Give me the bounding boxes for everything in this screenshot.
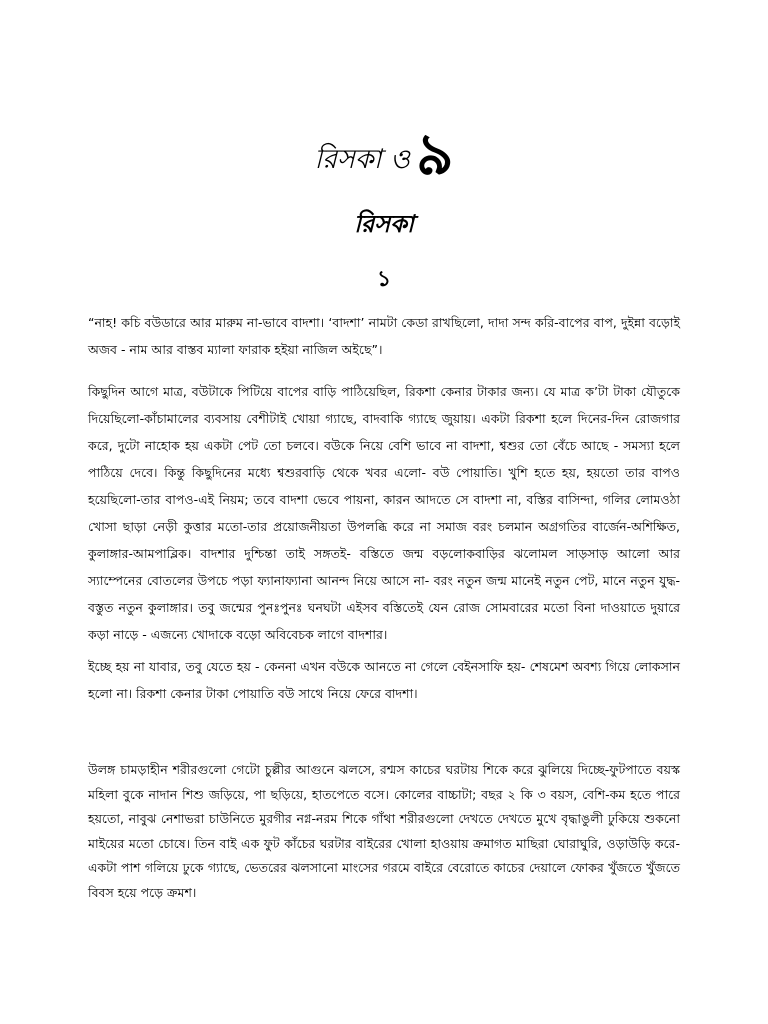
chapter-number: ১ xyxy=(376,267,392,292)
paragraph-2: কিছুদিন আগে মাত্র, বউটাকে পিটিয়ে বাপের বাড়ি পাঠিয়েছিল, রিকশা কেনার টাকার জন্য। যে মাত্র ক’টা টাকা যৌতুকে দিয়েছিলো-কাঁচামালের ব্যবসায় বেশীটাই খোয়া গ্যাছে, বাদবাকি গ্যাছে জুয়ায়। একটা রিকশা হলে দিনের-দিন রোজগার করে, দুটো নাহোক হয় একটা পেট তো চলবে। বউকে নিয়ে বেশি ভাবে না বাদশা, শ্বশুর তো বেঁচে আছে - সমস্যা হলে পাঠিয়ে দেবে। কিন্তু কিছুদিনের মধ্যে শ্বশুরবাড়ি থেকে খবর এলো- বউ পোয়াতি। খুশি হতে হয়, হয়তো তার বাপও হয়েছিলো-তার বাপও-এই নিয়ম; তবে বাদশা ভেবে পায়না, কারন আদতে সে বাদশা না, বস্তির বাসিন্দা, গলির লোমওঠা খোসা ছাড়া নেড়ী কুত্তার মতো-তার প্রয়োজনীয়তা উপলব্ধি করে না সমাজ বরং চলমান অগ্রগতির বার্জেন-অশিক্ষিত, কুলাঙ্গার-আমপাব্লিক। বাদশার দুশ্চিন্তা তাই সঙ্গতই- বস্তিতে জন্ম বড়লোকবাড়ির ঝলোমল সাড়সাড় আলো আর স্যাম্পেনের বোতলের উপচে পড়া ফ্যানাফ্যানা আনন্দ নিয়ে আসে না- বরং নতুন জন্ম মানেই নতুন পেট, মানে নতুন যুদ্ধ- বস্তুত নতুন কুলাঙ্গার। তবু জন্মের পুনঃপুনঃ ঘনঘটা এইসব বস্তিতেই যেন রোজ সোমবারের মতো বিনা দাওয়াতে দুয়ারে কড়া নাড়ে - এজন্যে খোদাকে বড়ো অবিবেচক লাগে বাদশার। xyxy=(88,384,680,642)
paragraph-1: “নাহ! কচি বউডারে আর মারুম না-ভাবে বাদশা। ‘বাদশা’ নামটা কেডা রাখছিলো, দাদা সন্দ করি-বাপের বাপ, দুইন্না বড়োই অজব - নাম আর বাস্তব ম্যালা ফারাক হইয়া নাজিল অইছে”। xyxy=(88,315,680,357)
book-title-text: রিসকা ও xyxy=(314,144,410,175)
book-title xyxy=(0,110,768,207)
story-title: রিসকা xyxy=(354,209,414,238)
paragraph-3: ইচ্ছে হয় না যাবার, তবু যেতে হয় - কেননা এখন বউকে আনতে না গেলে বেইনসাফি হয়- শেষমেশ অবশ্য গিয়ে লোকসান হলো না। রিকশা কেনার টাকা পোয়াতি বউ সাথে নিয়ে ফেরে বাদশা। xyxy=(88,659,680,701)
paragraph-4: উলঙ্গ চামড়াহীন শরীরগুলো গেটো চুল্লীর আগুনে ঝলসে, রশ্মস কাচের ঘরটায় শিকে করে ঝুলিয়ে দিচ্ছে-ফুটপাতে বয়স্ক মহিলা বুকে নাদান শিশু জড়িয়ে, পা ছড়িয়ে, হাতপেতে বসে। কোলের বাচ্চাটা; বছর ২ কি ৩ বয়স, বেশি-কম হতে পারে হয়তো, নাবুঝ নেশাভরা চাউনিতে মুরগীর নগ্ন-নরম শিকে গাঁথা শরীরগুলো দেখতে দেখতে মুখে বৃদ্ধাঙুলী ঢুকিয়ে শুকনো মাইয়ের মতো চোষে। তিন বাই এক ফুট কাঁচের ঘরটার বাইরের খোলা হাওয়ায় ক্রমাগত মাছিরা ঘোরাঘুরি, ওড়াউড়ি করে-একটা পাশ গলিয়ে ঢুকে গ্যাছে, ভেতরের ঝলসানো মাংসের গরমে বাইরে বেরোতে কাচের দেয়ালে ফোকর খুঁজতে খুঁজতে বিবস হয়ে পড়ে ক্রমশ। xyxy=(88,762,680,900)
book-number: ৯ xyxy=(415,120,454,188)
